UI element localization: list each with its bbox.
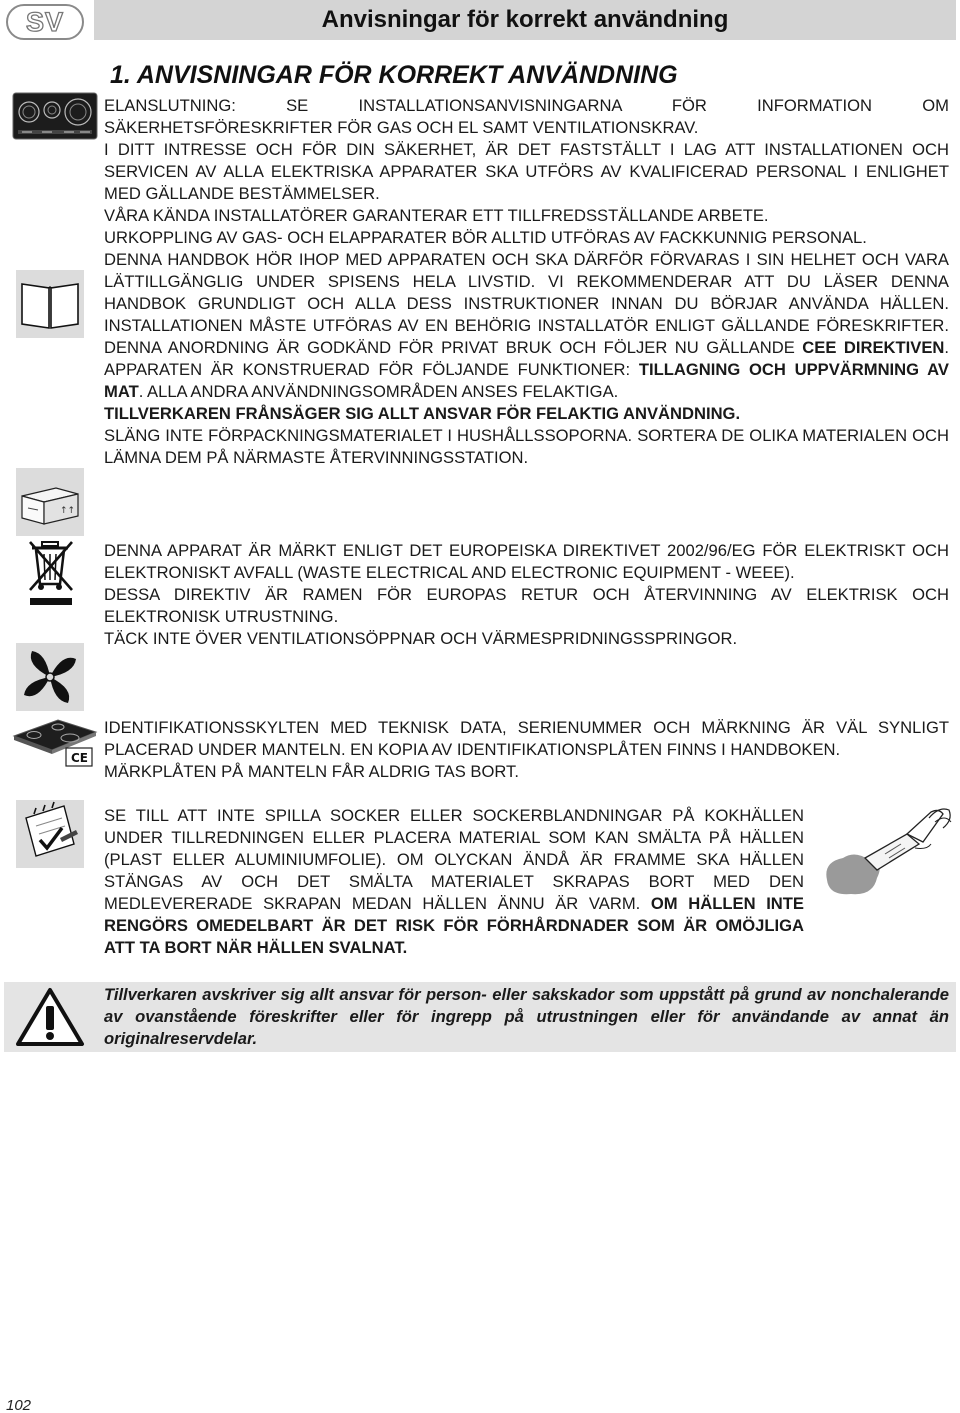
ce-mark-label: CE [71,751,89,765]
packaging-box-icon [16,468,84,536]
weee-directive-paragraph: DENNA APPARAT ÄR MÄRKT ENLIGT DET EUROPEISKA DIREKTIVET 2002/96/EG FÖR ELEKTRISKT OCH ELEKTRONISKT AVFALL (WASTE ELECTRICAL AND ELECTRONIC EQUIPMENT - WEEE). [104,541,949,582]
ventilation-fan-icon [16,643,84,711]
sugar-spill-block [104,805,804,959]
sugar-spill-paragraph [104,805,804,959]
weee-block [104,540,949,650]
disconnection-paragraph: URKOPPLING AV GAS- OCH ELAPPARATER BÖR ALLTID UTFÖRAS AV FACKKUNNIG PERSONAL. [104,228,867,247]
box-arrows-label: ↑↑ [60,506,76,516]
ventilation-paragraph: TÄCK INTE ÖVER VENTILATIONSÖPPNAR OCH VÄRMESPRIDNINGSSPRINGOR. [104,629,738,648]
warning-text: Tillverkaren avskriver sig allt ansvar för person- eller sakskador som uppstått på grund av nonchalerande av ovanstående föreskrifter eller för ingrepp på utrustningen eller för användande av annat än originalreservdelar. [104,985,949,1048]
installers-paragraph: VÅRA KÄNDA INSTALLATÖRER GARANTERAR ETT TILLFREDSSTÄLLANDE ARBETE. [104,206,769,225]
rating-plate-removal-paragraph: MÄRKPLÅTEN PÅ MANTELN FÅR ALDRIG TAS BORT. [104,762,519,781]
sugar-spill-text: SE TILL ATT INTE SPILLA SOCKER ELLER SOCKERBLANDNINGAR PÅ KOKHÄLLEN UNDER TILLREDNINGEN ELLER PLACERA MATERIAL SOM KAN SMÄLTA PÅ HÄLLEN (PLAST ELLER ALUMINIUMFOLIE). OM OLYCKAN ÄNDÅ ÄR FRAMME SKA HÄLLEN STÄNGAS AV OCH DET SMÄLTA MATERIALET SKRAPAS BORT MED DEN MEDLEVERERADE SKRAPAN MEDAN HÄLLEN ÄNNU ÄR VARM. [104,806,804,913]
hob-scraper-illustration [815,800,955,905]
header-bar [94,0,956,40]
cee-directives-text: CEE DIREKTIVEN [802,338,945,357]
rating-plate-hob-icon [12,714,98,770]
manual-book-icon [16,270,84,338]
rating-plate-block [104,717,949,783]
qualified-installation-paragraph: I DITT INTRESSE OCH FÖR DIN SÄKERHET, ÄR DET FASTSTÄLLT I LAG ATT INSTALLATIONEN OCH SERVICEN AV ALLA ELEKTRISKA APPARATER SKA UTFÖRS AV KVALIFICERAD PERSONAL I ENLIGHET MED GÄLLANDE BESTÄMMELSER. [104,140,949,203]
page-number: 102 [6,1397,32,1413]
cooktop-icon [12,92,98,140]
section-title: 1. ANVISNINGAR FÖR KORREKT ANVÄNDNING [110,61,678,89]
packaging-disposal-paragraph: SLÄNG INTE FÖRPACKNINGSMATERIALET I HUSHÅLLSSOPORNA. SORTERA DE OLIKA MATERIALEN OCH LÄMNA DEM PÅ NÄRMASTE ÅTERVINNINGSSTATION. [104,426,949,467]
intended-use-text: TILLAGNING OCH UPPVÄRMNING AV MAT [104,360,949,401]
manual-keep-paragraph [104,249,949,403]
sugar-spill-warning-text: OM HÄLLEN INTE RENGÖRS OMEDELBART ÄR DET RISK FÖR FÖRHÅRDNADER SOM ÄR OMÖJLIGA ATT TA BORT NÄR HÄLLEN SVALNAT. [104,894,804,957]
electrical-connection-paragraph: ELANSLUTNING: SE INSTALLATIONSANVISNINGARNA FÖR INFORMATION OM SÄKERHETSFÖRESKRIFTER FÖR GAS OCH EL SAMT VENTILATIONSKRAV. [104,96,949,137]
manual-keep-text-e: . ALLA ANDRA ANVÄNDNINGSOMRÅDEN ANSES FELAKTIGA. [138,382,619,401]
warning-triangle-icon [14,986,86,1048]
page-header-title: Anvisningar för korrekt användning [321,6,729,33]
rating-plate-paragraph: IDENTIFIKATIONSSKYLTEN MED TEKNISK DATA, SERIENUMMER OCH MÄRKNING ÄR VÄL SYNLIGT PLACERAD UNDER MANTELN. EN KOPIA AV IDENTIFIKATIONSPLÅTEN FINNS I HANDBOKEN. [104,718,949,759]
weee-framework-paragraph: DESSA DIREKTIV ÄR RAMEN FÖR EUROPAS RETUR OCH ÅTERVINNING AV ELEKTRISK OCH ELEKTRONISK UTRUSTNING. [104,585,949,626]
weee-bin-icon [26,538,76,608]
checklist-notepad-icon [16,800,84,868]
section-body [104,95,949,469]
manual-keep-text-c: . APPARATEN ÄR KONSTRUERAD FÖR FÖLJANDE FUNKTIONER: [104,338,949,379]
language-code: SV [25,6,65,37]
manual-keep-text-a: DENNA HANDBOK HÖR IHOP MED APPARATEN OCH SKA DÄRFÖR FÖRVARAS I SIN HELHET OCH VARA LÄTTILLGÄNGLIG UNDER SPISENS HELA LIVSTID. VI REKOMMENDERAR ATT DU LÄSER DENNA HANDBOK GRUNDLIGT OCH ALLA DESS INSTRUKTIONER INNAN DU BÖRJAR ANVÄNDA HÄLLEN. INSTALLATIONEN MÅSTE UTFÖRAS AV EN BEHÖRIG INSTALLATÖR ENLIGT GÄLLANDE FÖRESKRIFTER. DENNA ANORDNING ÄR GODKÄND FÖR PRIVAT BRUK OCH FÖLJER NU GÄLLANDE [104,250,949,357]
liability-paragraph: TILLVERKAREN FRÅNSÄGER SIG ALLT ANSVAR FÖR FELAKTIG ANVÄNDNING. [104,404,741,423]
language-badge [6,4,84,40]
